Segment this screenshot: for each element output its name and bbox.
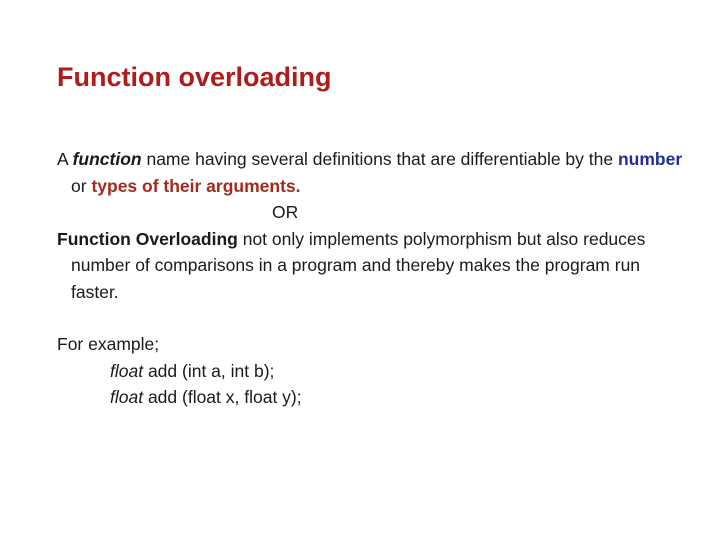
slide-body: [57, 146, 687, 411]
keyword-types-of-arguments: types of their arguments.: [91, 175, 301, 196]
keyword-function-overloading: Function Overloading: [57, 228, 238, 249]
example-label: For example;: [57, 334, 160, 354]
slide-title: Function overloading: [57, 62, 332, 92]
example-line-2: [57, 384, 687, 411]
example-2-text: add (float x, float y);: [143, 387, 302, 407]
keyword-function: function: [72, 149, 142, 169]
definition-text-2: name having several definitions that are differentiable by the: [141, 149, 618, 169]
spacer: [57, 305, 687, 331]
or-separator: OR: [272, 202, 299, 222]
example-1-keyword: float: [110, 360, 144, 381]
overloading-paragraph: [57, 226, 687, 306]
definition-paragraph: [57, 146, 687, 199]
example-2-keyword: float: [110, 387, 144, 407]
example-line-1: [57, 358, 687, 385]
overloading-text: not only implements polymorphism but also reduces number of comparisons in a program and thereby makes the program run faster.: [71, 228, 646, 302]
example-1-text: add (int a, int b);: [143, 360, 275, 381]
keyword-number: number: [617, 149, 683, 169]
definition-text-1: A: [57, 149, 73, 169]
definition-text-3: or: [71, 175, 92, 196]
